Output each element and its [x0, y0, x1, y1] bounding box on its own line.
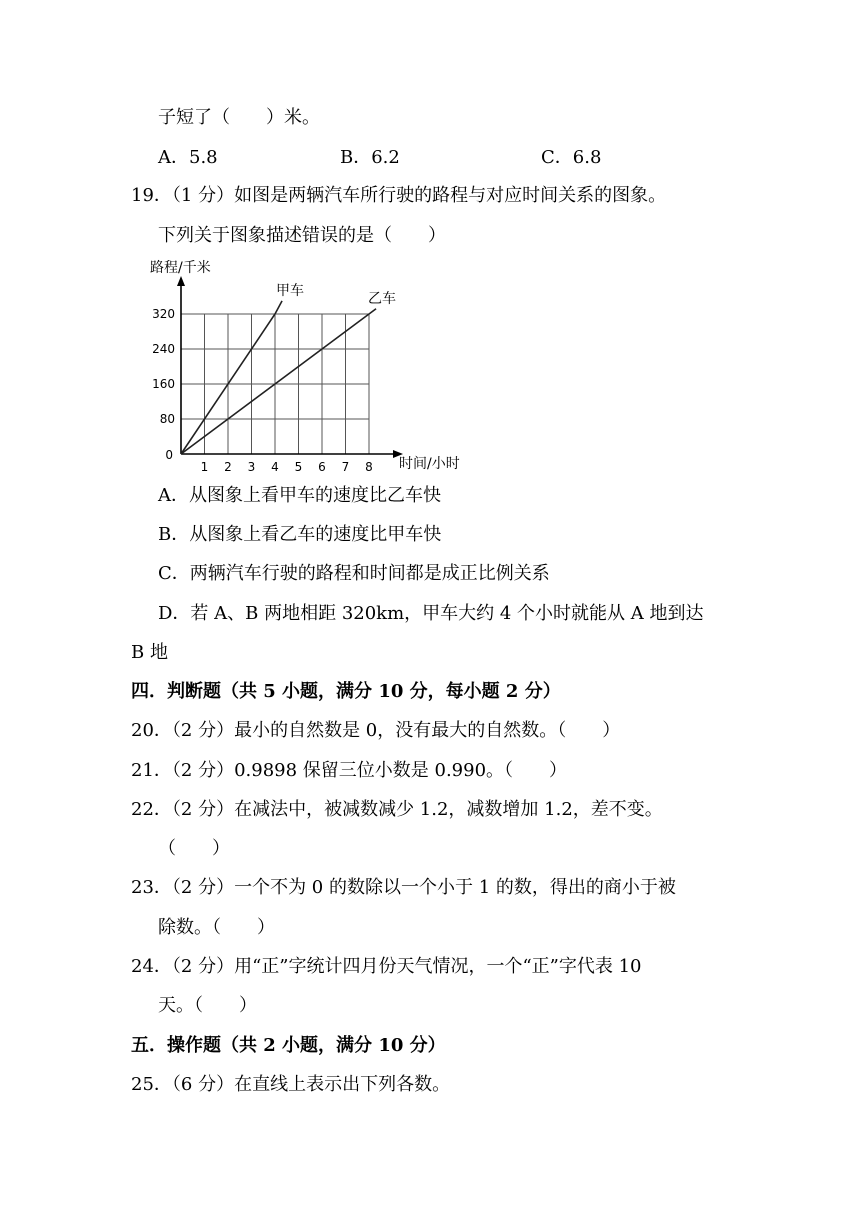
q21: 21．（2 分）0.9898 保留三位小数是 0.990。（ ）: [131, 760, 568, 781]
x-tick-label: 2: [224, 460, 232, 474]
y-axis-arrow: [177, 276, 185, 286]
q25: 25．（6 分）在直线上表示出下列各数。: [131, 1074, 451, 1095]
x-tick-label: 7: [341, 460, 350, 474]
y-tick-label: 160: [152, 377, 175, 391]
q19-option-d: D．若 A、B 两地相距 320km，甲车大约 4 个小时就能从 A 地到达: [158, 603, 704, 624]
series-label-1: 甲车: [276, 282, 305, 299]
section-4-heading: 四．判断题（共 5 小题，满分 10 分，每小题 2 分）: [131, 681, 561, 702]
q18-option-a: A．5.8: [158, 147, 218, 168]
x-tick-label: 5: [294, 460, 303, 474]
section-5-heading: 五．操作题（共 2 小题，满分 10 分）: [131, 1035, 446, 1056]
x-axis-label: 时间/小时: [399, 456, 460, 472]
q19-stem: 19．（1 分）如图是两辆汽车所行驶的路程与对应时间关系的图象。: [131, 185, 667, 206]
q19-option-d-cont: B 地: [131, 642, 168, 663]
q22-bracket: （ ）: [158, 838, 230, 859]
q22: 22．（2 分）在减法中，被减数减少 1.2，减数增加 1.2，差不变。: [131, 799, 663, 820]
y-axis-label: 路程/千米: [150, 260, 211, 276]
q19-option-c: C．两辆汽车行驶的路程和时间都是成正比例关系: [158, 563, 550, 584]
x-tick-label: 6: [318, 460, 326, 474]
q19-stem-2: 下列关于图象描述错误的是（ ）: [158, 225, 446, 246]
q19-option-b: B．从图象上看乙车的速度比甲车快: [158, 524, 442, 545]
origin-label: 0: [165, 448, 173, 462]
x-tick-label: 3: [247, 460, 256, 474]
q23: 23．（2 分）一个不为 0 的数除以一个小于 1 的数，得出的商小于被: [131, 877, 676, 898]
series-line-2: [181, 309, 376, 454]
q18-tail: 子短了（ ）米。: [158, 107, 320, 128]
x-tick-label: 4: [271, 460, 279, 474]
q20: 20．（2 分）最小的自然数是 0，没有最大的自然数。（ ）: [131, 720, 621, 741]
q18-option-b: B．6.2: [340, 147, 400, 168]
q23-cont: 除数。（ ）: [158, 917, 275, 938]
q19-option-a: A．从图象上看甲车的速度比乙车快: [158, 485, 441, 506]
q24: 24．（2 分）用“正”字统计四月份天气情况，一个“正”字代表 10: [131, 956, 642, 977]
y-tick-label: 320: [152, 307, 175, 321]
distance-time-chart: [140, 252, 480, 476]
q24-cont: 天。（ ）: [158, 995, 257, 1016]
y-tick-label: 240: [152, 342, 175, 356]
q18-option-c: C．6.8: [541, 147, 602, 168]
series-line-1: [181, 301, 282, 454]
y-tick-label: 80: [159, 412, 175, 426]
x-tick-label: 1: [200, 460, 209, 474]
x-tick-label: 8: [365, 460, 373, 474]
series-label-2: 乙车: [368, 290, 397, 307]
